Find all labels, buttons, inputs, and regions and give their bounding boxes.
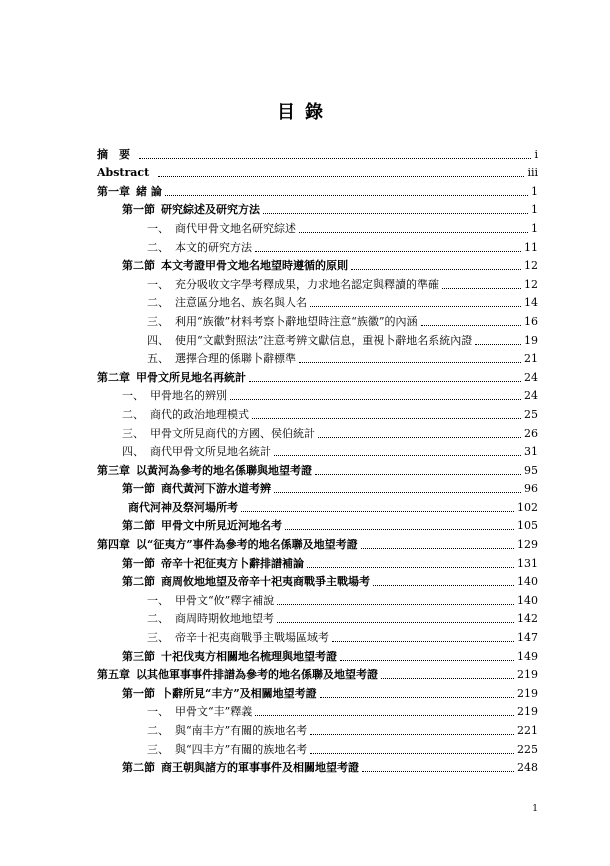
toc-entry-title: 以“征夷方”事件為參考的地名係聯及地望考證	[136, 538, 358, 552]
toc-entry-number: 第二節	[122, 259, 155, 273]
toc-entry	[97, 719, 538, 738]
toc-entry-number: 二、	[147, 240, 169, 254]
dot-leader	[241, 511, 514, 512]
toc-entry-number: 第四章	[97, 538, 130, 552]
toc-entry-number: 第二節	[122, 761, 155, 775]
toc-entry-title: 甲骨文“攸”釋字補說	[175, 593, 275, 607]
toc-entry	[97, 552, 538, 571]
toc-entry-title: 商王朝與諸方的軍事事件及相關地望考證	[161, 761, 359, 775]
toc-entry-title: 甲骨地名的辨別	[150, 389, 227, 403]
toc-entry-title: 甲骨文所見商代的方國、侯伯統計	[150, 426, 315, 440]
toc-entry	[97, 533, 538, 552]
toc-entry-title: 使用“文獻對照法”注意考辨文獻信息，重視卜辭地名系統內證	[175, 333, 473, 347]
dot-leader	[320, 697, 514, 698]
dot-leader	[277, 604, 514, 605]
table-of-contents	[97, 143, 538, 775]
toc-entry-number: 三、	[147, 314, 169, 328]
toc-entry-page: 1	[531, 184, 538, 198]
toc-entry-page: 21	[524, 352, 538, 366]
dot-leader	[274, 455, 521, 456]
toc-entry	[97, 255, 538, 274]
dot-leader	[274, 492, 521, 493]
toc-entry-page: 149	[517, 649, 538, 663]
toc-entry	[97, 738, 538, 757]
toc-entry-number: 一、	[147, 277, 169, 291]
toc-entry-page: iii	[527, 166, 538, 180]
toc-entry	[97, 310, 538, 329]
dot-leader	[362, 771, 514, 772]
toc-entry	[97, 180, 538, 199]
toc-entry-number: 一、	[122, 389, 144, 403]
page-title: 目錄	[277, 102, 333, 123]
toc-entry-number: 二、	[147, 724, 169, 737]
dot-leader	[263, 213, 528, 214]
dot-leader	[255, 715, 514, 716]
toc-entry-page: i	[534, 147, 538, 161]
dot-leader	[318, 437, 521, 438]
toc-entry-page: 12	[524, 259, 538, 273]
toc-entry-number: 二、	[122, 407, 144, 421]
toc-entry-title: 與“四丰方”有關的族地名考	[175, 742, 308, 756]
toc-entry	[97, 366, 538, 385]
toc-entry	[97, 664, 538, 683]
toc-entry-number: 第一節	[122, 203, 155, 217]
toc-entry-title: 商代的政治地理模式	[150, 407, 249, 421]
toc-entry-number: 三、	[147, 631, 169, 645]
toc-entry-number: 第二節	[122, 575, 155, 589]
toc-entry-number: 第一章	[97, 184, 130, 198]
toc-entry-number: 五、	[147, 352, 169, 366]
toc-entry	[97, 608, 538, 627]
toc-entry-title: 帝辛十祀夷商戰爭主戰場區域考	[175, 631, 329, 645]
toc-entry	[97, 701, 538, 720]
toc-entry-number: 四、	[147, 333, 169, 347]
toc-entry-title: 商周攸地地望及帝辛十祀夷商戰爭主戰場考	[161, 575, 370, 589]
dot-leader	[315, 474, 521, 475]
toc-entry-page: 19	[524, 333, 538, 347]
toc-entry-page: 142	[517, 612, 538, 626]
toc-entry-title: 卜辭所見“丰方”及相關地望考證	[161, 686, 317, 700]
dot-leader	[340, 660, 514, 661]
toc-entry	[97, 571, 538, 590]
dot-leader	[165, 195, 528, 196]
dot-leader	[252, 418, 521, 419]
toc-entry-number: 二、	[147, 296, 169, 310]
toc-entry-title: 商代甲骨文地名研究綜述	[175, 221, 296, 235]
toc-entry-number: 一、	[147, 221, 169, 235]
toc-entry-title: 緒 論	[136, 184, 162, 198]
toc-entry-page: 96	[524, 482, 538, 496]
dot-leader	[285, 529, 514, 530]
toc-entry	[97, 199, 538, 218]
toc-entry-number: 一、	[147, 705, 169, 719]
toc-entry	[97, 645, 538, 664]
toc-entry-number: 第三章	[97, 463, 130, 477]
toc-entry-title: 本文考證甲骨文地名地望時遵循的原則	[161, 259, 348, 273]
toc-entry-page: 24	[524, 389, 538, 403]
toc-entry-page: 11	[524, 240, 538, 254]
toc-entry-number: 第一節	[122, 686, 155, 700]
toc-entry-page: 225	[517, 742, 538, 756]
toc-entry-number: 第三節	[122, 649, 155, 663]
toc-entry-title: 本文的研究方法	[175, 240, 252, 254]
toc-entry-title: 甲骨文“丰”釋義	[175, 705, 253, 719]
toc-entry-page: 129	[517, 538, 538, 552]
toc-entry-page: 25	[524, 407, 538, 421]
toc-entry-page: 131	[517, 556, 538, 570]
toc-entry	[97, 515, 538, 534]
dot-leader	[230, 399, 521, 400]
toc-entry	[97, 217, 538, 236]
toc-entry	[97, 478, 538, 497]
toc-entry	[97, 236, 538, 255]
toc-entry	[97, 441, 538, 460]
dot-leader	[249, 381, 521, 382]
toc-entry-page: 31	[524, 445, 538, 459]
dot-leader	[351, 269, 521, 270]
toc-entry-title: 帝辛十祀征夷方卜辭排譜補論	[161, 556, 304, 570]
dot-leader	[255, 251, 521, 252]
dot-leader	[442, 288, 521, 289]
dot-leader	[277, 622, 514, 623]
dot-leader	[361, 548, 514, 549]
toc-entry-page: 219	[517, 668, 538, 682]
toc-entry-title: 利用“族徽”材料考察卜辭地望時注意“族徽”的內涵	[175, 314, 418, 328]
toc-entry-title: 商代黃河下游水道考辨	[161, 482, 271, 496]
toc-entry-title: 與“南丰方”有關的族地名考	[175, 724, 308, 737]
toc-entry-title: 商周時期攸地地望考	[175, 612, 274, 626]
toc-entry	[97, 682, 538, 701]
toc-entry-page: 26	[524, 426, 538, 440]
toc-entry-title: 以其他軍事事件排譜為參考的地名係聯及地望考證	[136, 668, 378, 682]
toc-entry-page: 219	[517, 686, 538, 700]
toc-entry-number: 第二節	[122, 519, 155, 533]
toc-entry	[97, 589, 538, 608]
toc-entry-number: 第二章	[97, 370, 130, 384]
toc-entry-title: 十祀伐夷方相關地名梳理與地望考證	[161, 649, 337, 663]
toc-entry-title: 注意區分地名、族名與人名	[175, 296, 307, 310]
toc-entry	[97, 348, 538, 367]
toc-entry-title: 甲骨文中所見近河地名考	[161, 519, 282, 533]
toc-entry	[97, 292, 538, 311]
toc-entry-title: 商代甲骨文所見地名統計	[150, 445, 271, 459]
dot-leader	[475, 344, 521, 345]
toc-entry-number: Abstract	[97, 166, 150, 180]
dot-leader	[421, 325, 522, 326]
toc-entry-page: 24	[524, 370, 538, 384]
toc-entry-page: 105	[517, 519, 538, 533]
dot-leader	[139, 158, 531, 159]
dot-leader	[381, 678, 514, 679]
toc-entry-number: 三、	[147, 742, 169, 756]
toc-entry-title: 以黃河為參考的地名係聯與地望考證	[136, 463, 312, 477]
dot-leader	[307, 567, 514, 568]
toc-entry	[97, 626, 538, 645]
toc-entry-page: 140	[517, 575, 538, 589]
toc-entry-page: 12	[524, 277, 538, 291]
toc-entry-title: 商代河神及祭河場所考	[128, 500, 238, 514]
toc-entry-page: 219	[517, 705, 538, 719]
toc-entry-page: 140	[517, 593, 538, 607]
toc-entry-title: 甲骨文所見地名再統計	[136, 370, 246, 384]
toc-entry	[97, 162, 538, 181]
dot-leader	[373, 585, 514, 586]
toc-entry	[97, 273, 538, 292]
toc-entry-title: 研究綜述及研究方法	[161, 203, 260, 217]
toc-entry-number: 第一節	[122, 556, 155, 570]
toc-entry-number: 第一節	[122, 482, 155, 496]
dot-leader	[299, 362, 521, 363]
toc-entry	[97, 143, 538, 162]
toc-entry	[97, 403, 538, 422]
toc-entry-page: 14	[524, 296, 538, 310]
toc-entry-number: 三、	[122, 426, 144, 440]
toc-entry-number: 四、	[122, 445, 144, 459]
toc-entry	[97, 385, 538, 404]
toc-entry-number: 一、	[147, 593, 169, 607]
toc-entry-page: 248	[517, 761, 538, 775]
toc-entry	[97, 329, 538, 348]
toc-entry-title: 充分吸收文字學考釋成果，力求地名認定與釋讀的準確	[175, 277, 439, 291]
dot-leader	[310, 734, 514, 735]
toc-entry-number: 二、	[147, 612, 169, 626]
toc-entry	[97, 459, 538, 478]
dot-leader	[299, 232, 528, 233]
dot-leader	[158, 176, 524, 177]
toc-entry-number: 第五章	[97, 668, 130, 682]
dot-leader	[310, 753, 514, 754]
toc-entry-number: 摘 要	[97, 147, 130, 161]
toc-entry-page: 147	[517, 631, 538, 645]
toc-entry-page: 95	[524, 463, 538, 477]
toc-entry-title: 選擇合理的係聯卜辭標準	[175, 352, 296, 366]
page-number: 1	[532, 804, 538, 814]
toc-entry	[97, 757, 538, 776]
dot-leader	[332, 641, 514, 642]
toc-entry-page: 102	[517, 500, 538, 514]
toc-entry-page: 221	[517, 724, 538, 737]
toc-entry-page: 1	[531, 203, 538, 217]
toc-entry	[97, 422, 538, 441]
dot-leader	[310, 306, 521, 307]
toc-entry-page: 16	[524, 314, 538, 328]
toc-entry-page: 1	[531, 221, 538, 235]
toc-entry	[97, 496, 538, 515]
